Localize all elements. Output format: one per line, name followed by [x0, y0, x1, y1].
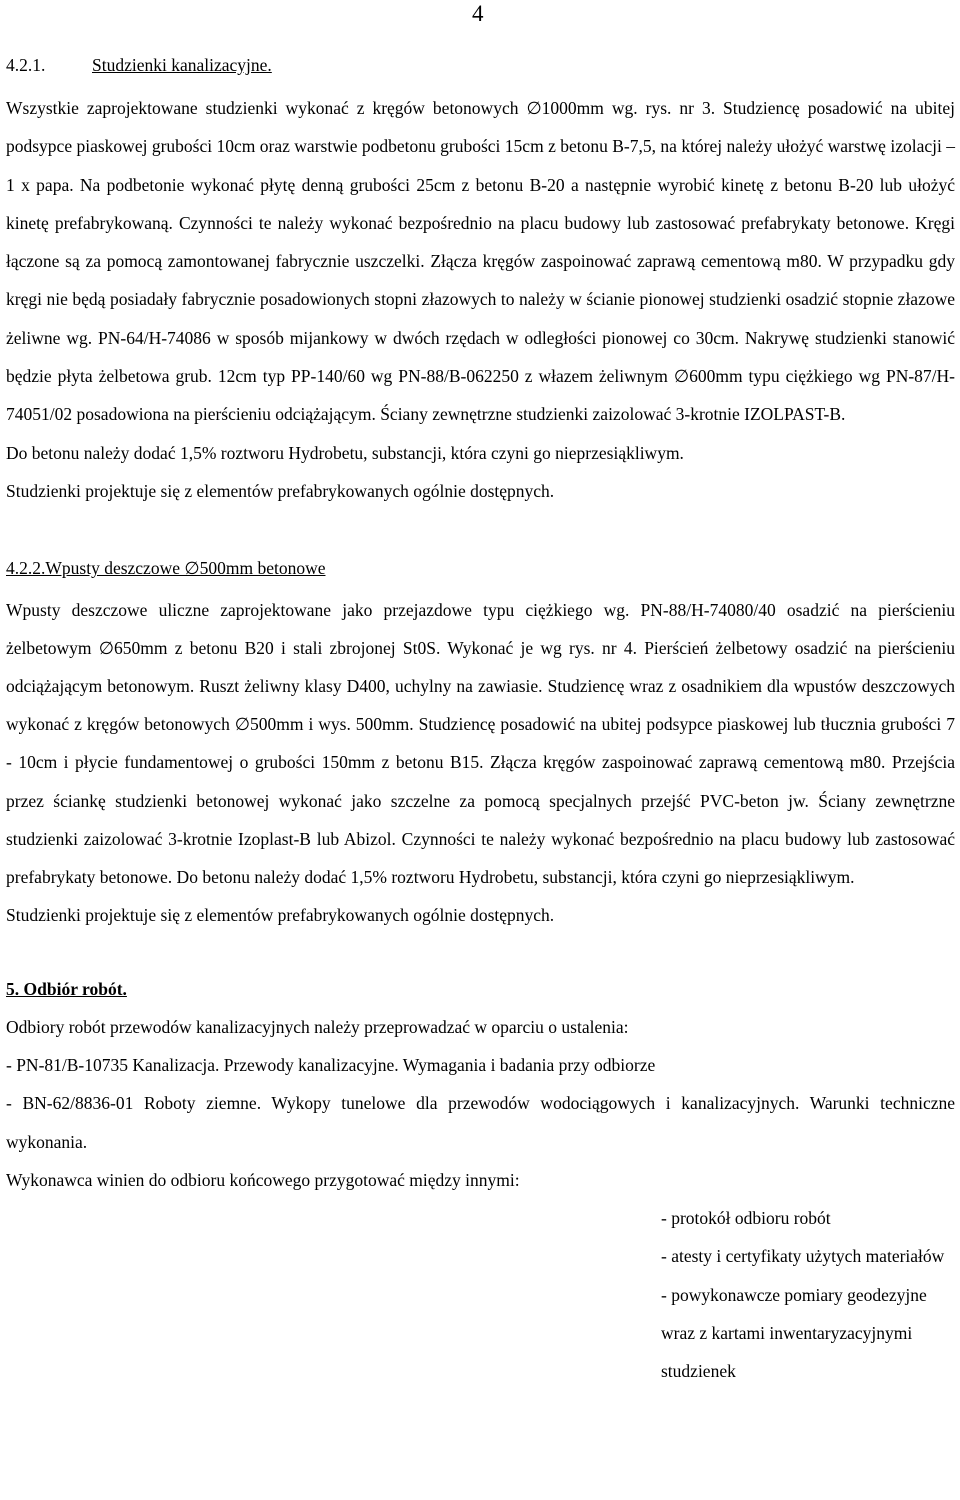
section-5-intro: Odbiory robót przewodów kanalizacyjnych należy przeprowadzać w oparciu o ustalenia: [6, 1017, 629, 1038]
section-421-title: Studzienki kanalizacyjne. [92, 55, 272, 75]
section-422-line-1: Studzienki projektuje się z elementów prefabrykowanych ogólnie dostępnych. [6, 904, 555, 925]
section-422-body: Wpusty deszczowe uliczne zaprojektowane jako przejazdowe typu ciężkiego wg. PN-88/H-74080/40 osadzić na pierścieniu żelbetowym ∅650mm z betonu B20 i stali zbrojonej St0S. Wykonać je wg rys. nr 4. Pierścień żelbetowy osadzić na pierścieniu odciążającym betonowym. Ruszt żeliwny klasy D400, uchylny na zawiasie. Studziencę wraz z osadnikiem dla wpustów deszczowych wykonać z kręgów betonowych ∅500mm i wys. 500mm. Studziencę posadowić na ubitej podsypce piaskowej lub tłucznia grubości 7 - 10cm i płycie fundamentowej o grubości 150mm z betonu B15. Złącza kręgów zaspoinować zaprawą cementową m80. Przejścia przez ściankę studzienki betonowej wykonać jako szczelne za pomocą specjalnych przejść PVC-beton jw. Ściany zewnętrzne studzienki zaizolować 3-krotnie Izoplast-B lub Abizol. Czynności te należy wykonać bezpośrednio na placu budowy lub zastosować prefabrykaty betonowe. Do betonu należy dodać 1,5% roztworu Hydrobetu, substancji, która czyni go nieprzesiąkliwym. [6, 600, 955, 887]
section-421-line-2: Studzienki projektuje się z elementów prefabrykowanych ogólnie dostępnych. [6, 480, 555, 501]
section-5-norm-2: - BN-62/8836-01 Roboty ziemne. Wykopy tunelowe dla przewodów wodociągowych i kanalizacyjnych. Warunki techniczne wykonania. [6, 1093, 955, 1152]
section-5-contractor-intro: Wykonawca winien do odbioru końcowego przygotować między innymi: [6, 1170, 520, 1191]
section-421-body: Wszystkie zaprojektowane studzienki wykonać z kręgów betonowych ∅1000mm wg. rys. nr 3. Studziencę posadowić na ubitej podsypce piaskowej grubości 10cm oraz warstwie podbetonu grubości 15cm z betonu B-7,5, na której należy ułożyć warstwę izolacji – 1 x papa. Na podbetonie wykonać płytę denną grubości 25cm z betonu B-20 a następnie wyrobić kinetę z betonu B-20 lub ułożyć kinetę prefabrykowaną. Czynności te należy wykonać bezpośrednio na placu budowy lub zastosować prefabrykaty betonowe. Kręgi łączone są za pomocą zamontowanej fabrycznie uszczelki. Złącza kręgów zaspoinować zaprawą cementową m80. W przypadku gdy kręgi nie będą posiadały fabrycznie posadowionych stopni złazowych to należy w ścianie pionowej studzienki osadzić stopnie złazowe żeliwne wg. PN-64/H-74086 w sposób mijankowy w dwóch rzędach w odległości pionowej co 30cm. Nakrywę studzienki stanowić będzie płyta żelbetowa grub. 12cm typ PP-140/60 wg PN-88/B-062250 z włazem żeliwnym ∅600mm typu ciężkiego wg PN-87/H-74051/02 posadowiona na pierścieniu odciążającym. Ściany zewnętrzne studzienki zaizolować 3-krotnie IZOLPAST-B. [6, 98, 955, 425]
section-5-heading [6, 976, 955, 1002]
section-5-title: 5. Odbiór robót. [6, 979, 127, 1000]
list-item: - atesty i certyfikaty użytych materiałów [661, 1246, 945, 1267]
section-421-heading [6, 52, 955, 78]
document-content [6, 48, 955, 1390]
spacer [6, 934, 955, 976]
section-421-line-1: Do betonu należy dodać 1,5% roztworu Hydrobetu, substancji, która czyni go nieprzesiąkliwym. [6, 442, 684, 463]
section-422-heading [6, 555, 955, 581]
spacer [6, 510, 955, 555]
section-422-title: 4.2.2.Wpusty deszczowe ∅500mm betonowe [6, 558, 326, 579]
list-item: - protokół odbioru robót [661, 1208, 831, 1229]
section-5-norm-1: - PN-81/B-10735 Kanalizacja. Przewody kanalizacyjne. Wymagania i badania przy odbiorze [6, 1055, 656, 1076]
page-number: 4 [472, 1, 484, 26]
section-421-number: 4.2.1. [6, 55, 46, 75]
list-item: - powykonawcze pomiary geodezyjne wraz z kartami inwentaryzacyjnymi studzienek [661, 1284, 927, 1382]
